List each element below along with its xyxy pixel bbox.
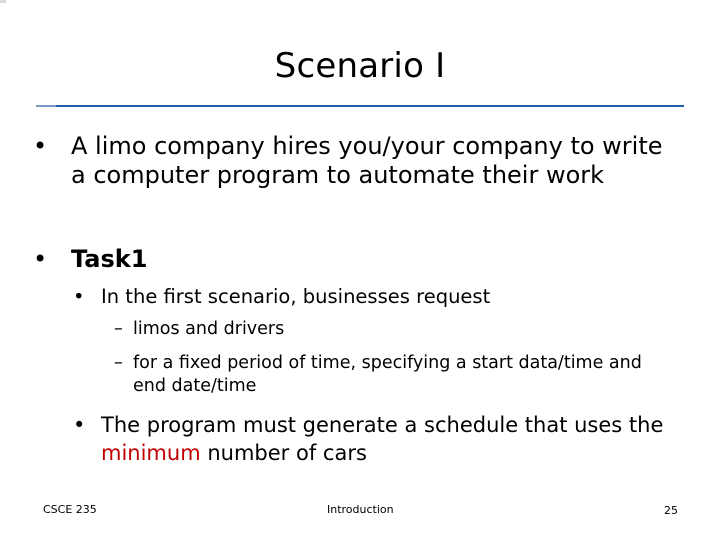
dash-marker: –: [114, 319, 123, 339]
sub-bullet-item: [73, 411, 671, 467]
bullet-text: Task1: [71, 245, 148, 273]
title-underline: [36, 105, 684, 107]
bullet-text: A limo company hires you/your company to write a computer program to automate their work: [71, 132, 663, 189]
sub-bullet-text: [101, 413, 663, 465]
bullet-marker: •: [73, 413, 86, 437]
bullet-marker: •: [33, 132, 48, 160]
dash-marker: –: [114, 353, 123, 373]
sub-bullet-text-part: number of cars: [200, 441, 367, 465]
sub-bullet-text: In the first scenario, businesses request: [101, 285, 491, 308]
slide-title: Scenario I: [274, 46, 446, 86]
sub-sub-bullet-item: [114, 352, 673, 398]
sub-sub-bullet-item: [114, 318, 693, 341]
corner-mark: [0, 0, 6, 3]
page-number: 25: [664, 504, 678, 517]
sub-sub-bullet-text: for a fixed period of time, specifying a start data/time and end date/time: [133, 353, 642, 396]
title-underline-accent: [36, 105, 56, 107]
bullet-marker: •: [33, 245, 48, 273]
sub-sub-bullet-text: limos and drivers: [133, 319, 285, 339]
highlight-word: minimum: [101, 441, 201, 465]
bullet-item: [33, 245, 671, 274]
footer-course: CSCE 235: [43, 503, 97, 516]
bullet-marker: •: [73, 285, 85, 308]
sub-bullet-text-part: The program must generate a schedule that uses the: [101, 413, 664, 437]
sub-bullet-item: [73, 285, 701, 309]
bullet-item: [33, 132, 671, 190]
footer-topic: Introduction: [327, 503, 394, 516]
